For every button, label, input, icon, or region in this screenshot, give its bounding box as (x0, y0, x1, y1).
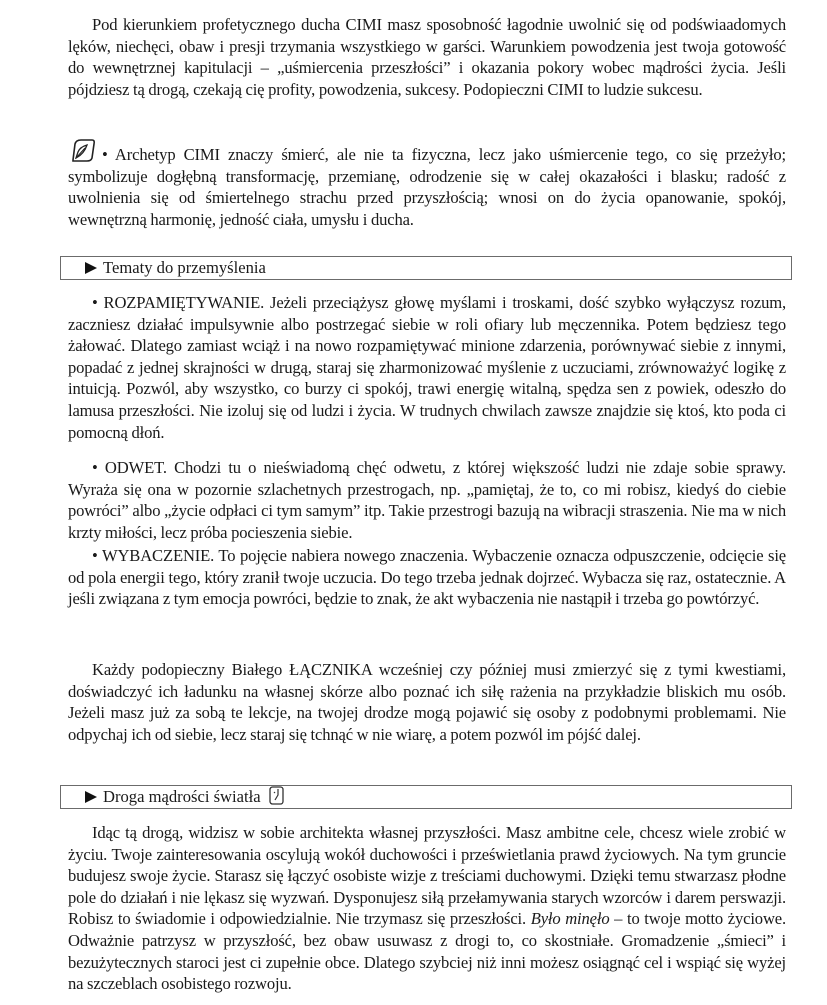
section-header-topics (60, 256, 792, 280)
topic-term: ROZPAMIĘTYWANIE. (103, 293, 265, 312)
topics-closing-paragraph: Każdy podopieczny Białego ŁĄCZNIKA wcześniej czy później musi zmierzyć się z tymi kwestiami, doświadczyć ich ładunku na własnej skórze albo poznać ich siłę rażenia na przykładzie bliskich mu osób. Jeżeli masz już za sobą te lekcje, na twojej drodze mogą pojawić się osoby z podobnymi problemami. Nie odpychaj ich od siebie, lecz staraj się tchnąć w nie wiarę, a potem pozwól im pójść dalej. (68, 660, 786, 744)
intro-section (68, 14, 786, 100)
archetype-bullet: • (102, 145, 108, 164)
section-title-path: Droga mądrości światła (103, 787, 261, 806)
topic-item-rozpamietywanie (68, 292, 786, 443)
topic-item-wybaczenie (68, 545, 786, 610)
topic-term: ODWET. (104, 458, 167, 477)
section-header-path (60, 785, 792, 809)
intro-paragraph: Pod kierunkiem profetycznego ducha CIMI masz sposobność łagodnie uwolnić się od podświaadomych lęków, niechęci, obaw i presji trzymania wszystkiego w garści. Warunkiem powodzenia jest twoja gotowość do wewnętrznej kapitulacji – „uśmiercenia przeszłości” i okazania pokory wobec mądrości życia. Jeśli pójdziesz tą drogą, czekają cię profity, powodzenia, sukcesy. Podopieczni CIMI to ludzie sukcesu. (68, 15, 786, 99)
topic-text: Jeżeli przeciążysz głowę myślami i troskami, dość szybko wyłączysz rozum, zaczniesz działać impulsywnie albo postrzegać siebie w roli ofiary lub męczennika. Potem będziesz tego żałować. Dlatego zamiast wciąż i na nowo rozpamiętywać minione zdarzenia, porównywać siebie z innymi, popadać z jednej skrajności w drugą, staraj się zharmonizować myślenie z uczuciami, zrównoważyć logikę z intuicją. Pozwól, aby wszystko, co burzy ci spokój, trawi energię witalną, spędza sen z powiek, odeszło do lamusa przeszłości. Nie izoluj się od ludzi i życia. W trudnych chwilach zawsze znajdzie się ktoś, kto poda ci pomocną dłoń. (68, 293, 787, 442)
topics-closing (68, 659, 786, 745)
archetype-section (68, 138, 786, 230)
topic-text: Chodzi tu o nieświadomą chęć odwetu, z której większość ludzi nie zdaje sobie sprawy. Wyraża się ona w pozornie szlachetnych przestrogach, np. „pamiętaj, że to, co mi robisz, kiedyś do ciebie powróci” albo „życie odpłaci ci tym samym” itp. Takie przestrogi bazują na wibracji straszenia. Nie ma w nich krzty miłości, lecz próba pocieszenia siebie. (68, 458, 787, 542)
section-title-topics: Tematy do przemyślenia (103, 258, 266, 277)
triangle-right-icon (85, 262, 97, 274)
topic-term: WYBACZENIE. (101, 546, 215, 565)
bullet: • (92, 293, 98, 312)
light-glyph-icon (269, 786, 284, 805)
path-paragraph: Idąc tą drogą, widzisz w sobie architekta własnej przyszłości. Masz ambitne cele, chcesz wiele zrobić w życiu. Twoje zainteresowania oscylują wokół duchowości i prześwietlania prawd życiowych. Na tym gruncie budujesz swoje życie. Starasz się łączyć osobiste wizje z treściami duchowymi. Dzięki temu stwarzasz płodne pole do działań i nie lękasz się wyzwań. Dysponujesz siłą przełamywania starych wzorców i darem perswazji. Robisz to świadomie i odpowiedzialnie. Nie trzymasz się przeszłości. Było minęło – to twoje motto życiowe. Odważnie patrzysz w przyszłość, bez obaw usuwasz z drogi to, co skostniałe. Gromadzenie „śmieci” i bezużytecznych staroci jest ci zupełnie obce. Dlatego szybciej niż inni możesz osiągnąć cel i wspiąć się wyżej na szczeblach osobistego rozwoju. (68, 823, 787, 994)
triangle-right-icon (85, 791, 97, 803)
topic-text: To pojęcie nabiera nowego znaczenia. Wybaczenie oznacza odpuszczenie, odcięcie się od pola energii tego, który zranił twoje uczucia. Do tego trzeba jednak dojrzeć. Wybacza się raz, ostatecznie. A jeśli związana z tym emocja powróci, będzie to znak, że akt wybaczenia nie nastąpił i trzeba go powtórzyć. (68, 546, 787, 609)
topic-item-odwet (68, 457, 786, 543)
archetype-paragraph (68, 138, 786, 230)
cimi-glyph-icon (68, 138, 98, 164)
motto: Było minęło (530, 909, 610, 929)
bullet: • (92, 546, 98, 565)
path-section (68, 822, 786, 995)
archetype-text: Archetyp CIMI znaczy śmierć, ale nie ta fizyczna, lecz jako uśmiercenie tego, co się przeżyło; symbolizuje dogłębną transformację, przemianę, odrodzenie się w całej okazałości i blasku; radość z uwolnienia się od śmiertelnego strachu przed przyszłością; wnosi on do życia opanowanie, spokój, wewnętrzną harmonię, jedność ciała, umysłu i ducha. (68, 145, 786, 229)
bullet: • (92, 458, 98, 477)
